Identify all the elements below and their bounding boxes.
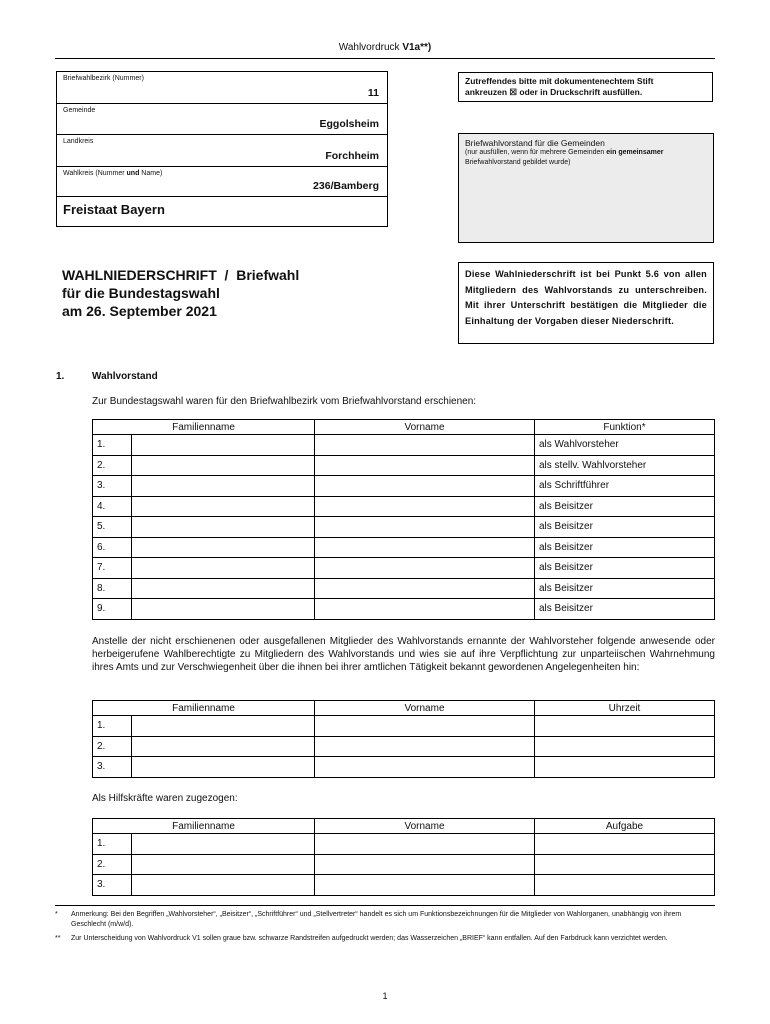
funktion-cell: als stellv. Wahlvorsteher xyxy=(535,455,715,476)
familienname-cell[interactable] xyxy=(132,716,315,737)
familienname-cell[interactable] xyxy=(132,558,315,579)
committee-note-pre: (nur ausfüllen, wenn für mehrere Gemeinden xyxy=(465,149,607,156)
wahlkreis-row xyxy=(57,167,387,197)
col-familienname: Familienname xyxy=(93,819,315,834)
vorname-cell[interactable] xyxy=(315,599,535,620)
row-number: 1. xyxy=(93,716,132,737)
footnote-1 xyxy=(55,910,715,930)
row-number: 3. xyxy=(93,476,132,497)
funktion-cell: als Beisitzer xyxy=(535,558,715,579)
form-header xyxy=(0,42,770,53)
row-number: 1. xyxy=(93,834,132,855)
table-row xyxy=(93,599,715,620)
instruction-line2-pre: ankreuzen xyxy=(465,87,510,97)
table-row xyxy=(93,578,715,599)
table-row xyxy=(93,716,715,737)
committee-table xyxy=(92,419,715,620)
instruction-line2 xyxy=(465,87,706,98)
vorname-cell[interactable] xyxy=(315,558,535,579)
table-row xyxy=(93,875,715,896)
form-prefix: Wahlvordruck xyxy=(338,42,403,53)
table-row xyxy=(93,435,715,456)
table-row xyxy=(93,537,715,558)
funktion-cell: als Schriftführer xyxy=(535,476,715,497)
vorname-cell[interactable] xyxy=(315,517,535,538)
familienname-cell[interactable] xyxy=(132,757,315,778)
col-vorname: Vorname xyxy=(315,701,535,716)
committee-box[interactable] xyxy=(458,133,714,243)
familienname-cell[interactable] xyxy=(132,875,315,896)
page-number: 1 xyxy=(382,991,388,1001)
funktion-cell: als Beisitzer xyxy=(535,599,715,620)
vorname-cell[interactable] xyxy=(315,834,535,855)
vorname-cell[interactable] xyxy=(315,716,535,737)
instruction-line1: Zutreffendes bitte mit dokumentenechtem Stift xyxy=(465,76,654,86)
bezirk-label: Briefwahlbezirk (Nummer) xyxy=(63,75,144,82)
familienname-cell[interactable] xyxy=(132,496,315,517)
committee-note-bold1: ein xyxy=(606,149,617,156)
col-familienname: Familienname xyxy=(93,420,315,435)
state-name: Freistaat Bayern xyxy=(63,202,165,217)
form-code: V1a**) xyxy=(402,42,432,53)
funktion-cell: als Wahlvorsteher xyxy=(535,435,715,456)
table-row xyxy=(93,517,715,538)
table-row xyxy=(93,496,715,517)
wahlkreis-label xyxy=(63,170,162,177)
funktion-cell: als Beisitzer xyxy=(535,496,715,517)
helpers-table xyxy=(92,818,715,896)
landkreis-value[interactable]: Forchheim xyxy=(325,150,379,162)
table-row xyxy=(93,476,715,497)
header-divider xyxy=(55,58,715,59)
vorname-cell[interactable] xyxy=(315,757,535,778)
row-number: 3. xyxy=(93,875,132,896)
committee-note-bold2: gemeinsamer xyxy=(618,149,664,156)
bezirk-row xyxy=(57,72,387,104)
landkreis-row xyxy=(57,135,387,167)
aufgabe-cell[interactable] xyxy=(535,875,715,896)
familienname-cell[interactable] xyxy=(132,455,315,476)
familienname-cell[interactable] xyxy=(132,578,315,599)
signature-notice: Diese Wahlniederschrift ist bei Punkt 5.6 von allen Mitgliedern des Wahlvorstands zu unterschreiben. Mit ihrer Unterschrift bestätigen die Mitglieder die Einhaltung der Vorgaben dieser Niederschrift. xyxy=(458,262,714,344)
uhrzeit-cell[interactable] xyxy=(535,736,715,757)
table-row xyxy=(93,834,715,855)
section-number: 1. xyxy=(56,371,65,382)
footnote-symbol: ** xyxy=(55,935,61,942)
col-uhrzeit: Uhrzeit xyxy=(535,701,715,716)
col-aufgabe: Aufgabe xyxy=(535,819,715,834)
col-vorname: Vorname xyxy=(315,420,535,435)
funktion-cell: als Beisitzer xyxy=(535,537,715,558)
row-number: 4. xyxy=(93,496,132,517)
gemeinde-row xyxy=(57,104,387,135)
familienname-cell[interactable] xyxy=(132,435,315,456)
vorname-cell[interactable] xyxy=(315,578,535,599)
familienname-cell[interactable] xyxy=(132,537,315,558)
footnote-divider xyxy=(55,905,715,906)
committee-box-note xyxy=(465,148,707,168)
helpers-text: Als Hilfskräfte waren zugezogen: xyxy=(92,793,238,804)
instruction-line2-post: oder in Druckschrift ausfüllen. xyxy=(517,87,643,97)
funktion-cell: als Beisitzer xyxy=(535,578,715,599)
vorname-cell[interactable] xyxy=(315,476,535,497)
document-title xyxy=(62,266,299,320)
vorname-cell[interactable] xyxy=(315,435,535,456)
replacement-text: Anstelle der nicht erschienenen oder ausgefallenen Mitglieder des Wahlvorstands ernannte der Wahlvorsteher folgende anwesende oder herbeigerufene Wahlberechtigte zu Mitgliedern des Wahlvorstands und wies sie auf ihre Verpflichtung zur unparteiischen Wahrnehmung ihres Amts und zur Verschwiegenheit über die ihnen bei ihrer amtlichen Tätigkeit bekannt gewordenen Angelegenheiten hin: xyxy=(92,636,715,673)
row-number: 9. xyxy=(93,599,132,620)
footnote-2 xyxy=(55,934,715,944)
row-number: 2. xyxy=(93,854,132,875)
row-number: 7. xyxy=(93,558,132,579)
landkreis-label: Landkreis xyxy=(63,138,94,145)
section-title: Wahlvorstand xyxy=(92,371,158,382)
table-row xyxy=(93,854,715,875)
instruction-box xyxy=(458,72,713,102)
footnote-text: Anmerkung: Bei den Begriffen „Wahlvorsteher“, „Beisitzer“, „Schriftführer“ und „Stellvertreter“ handelt es sich um Funktionsbezeichnungen für die Mitglieder von Wahlorganen, unabhängig von ihrem Geschlecht (m/w/d). xyxy=(71,911,682,928)
row-number: 2. xyxy=(93,455,132,476)
gemeinde-value[interactable]: Eggolsheim xyxy=(319,118,379,130)
aufgabe-cell[interactable] xyxy=(535,834,715,855)
familienname-cell[interactable] xyxy=(132,854,315,875)
col-familienname: Familienname xyxy=(93,701,315,716)
committee-note-post: Briefwahlvorstand gebildet wurde) xyxy=(465,159,571,166)
familienname-cell[interactable] xyxy=(132,476,315,497)
row-number: 3. xyxy=(93,757,132,778)
familienname-cell[interactable] xyxy=(132,736,315,757)
title-line2: für die Bundestagswahl xyxy=(62,285,220,301)
state-row xyxy=(57,197,387,226)
committee-box-title: Briefwahlvorstand für die Gemeinden xyxy=(465,138,605,148)
vorname-cell[interactable] xyxy=(315,854,535,875)
wahlkreis-label-pre: Wahlkreis (Nummer xyxy=(63,170,127,177)
col-funktion: Funktion* xyxy=(535,420,715,435)
vorname-cell[interactable] xyxy=(315,875,535,896)
vorname-cell[interactable] xyxy=(315,736,535,757)
wahlkreis-value[interactable]: 236/Bamberg xyxy=(313,180,379,192)
wahlkreis-label-und: und xyxy=(126,170,140,177)
table-row xyxy=(93,558,715,579)
footnote-text: Zur Unterscheidung von Wahlvordruck V1 sollen graue bzw. schwarze Randstreifen aufgedruckt werden; das Wasserzeichen „BRIEF“ kann entfallen. Auf den Farbdruck kann verzichtet werden. xyxy=(71,935,668,942)
row-number: 5. xyxy=(93,517,132,538)
vorname-cell[interactable] xyxy=(315,537,535,558)
aufgabe-cell[interactable] xyxy=(535,854,715,875)
table-row xyxy=(93,757,715,778)
table-row xyxy=(93,455,715,476)
section-intro: Zur Bundestagswahl waren für den Briefwahlbezirk vom Briefwahlvorstand erschienen: xyxy=(92,396,477,407)
title-line3: am 26. September 2021 xyxy=(62,303,217,319)
vorname-cell[interactable] xyxy=(315,455,535,476)
uhrzeit-cell[interactable] xyxy=(535,757,715,778)
row-number: 2. xyxy=(93,736,132,757)
footnote-symbol: * xyxy=(55,911,58,918)
district-box xyxy=(56,71,388,227)
bezirk-value[interactable]: 11 xyxy=(367,87,379,99)
checkbox-icon: ☒ xyxy=(509,87,518,97)
row-number: 1. xyxy=(93,435,132,456)
familienname-cell[interactable] xyxy=(132,834,315,855)
familienname-cell[interactable] xyxy=(132,599,315,620)
row-number: 8. xyxy=(93,578,132,599)
uhrzeit-cell[interactable] xyxy=(535,716,715,737)
table-row xyxy=(93,736,715,757)
col-vorname: Vorname xyxy=(315,819,535,834)
title-line1: WAHLNIEDERSCHRIFT / Briefwahl xyxy=(62,267,300,283)
familienname-cell[interactable] xyxy=(132,517,315,538)
row-number: 6. xyxy=(93,537,132,558)
gemeinde-label: Gemeinde xyxy=(63,107,96,114)
wahlkreis-label-post: Name) xyxy=(139,170,163,177)
funktion-cell: als Beisitzer xyxy=(535,517,715,538)
replacement-table xyxy=(92,700,715,778)
vorname-cell[interactable] xyxy=(315,496,535,517)
